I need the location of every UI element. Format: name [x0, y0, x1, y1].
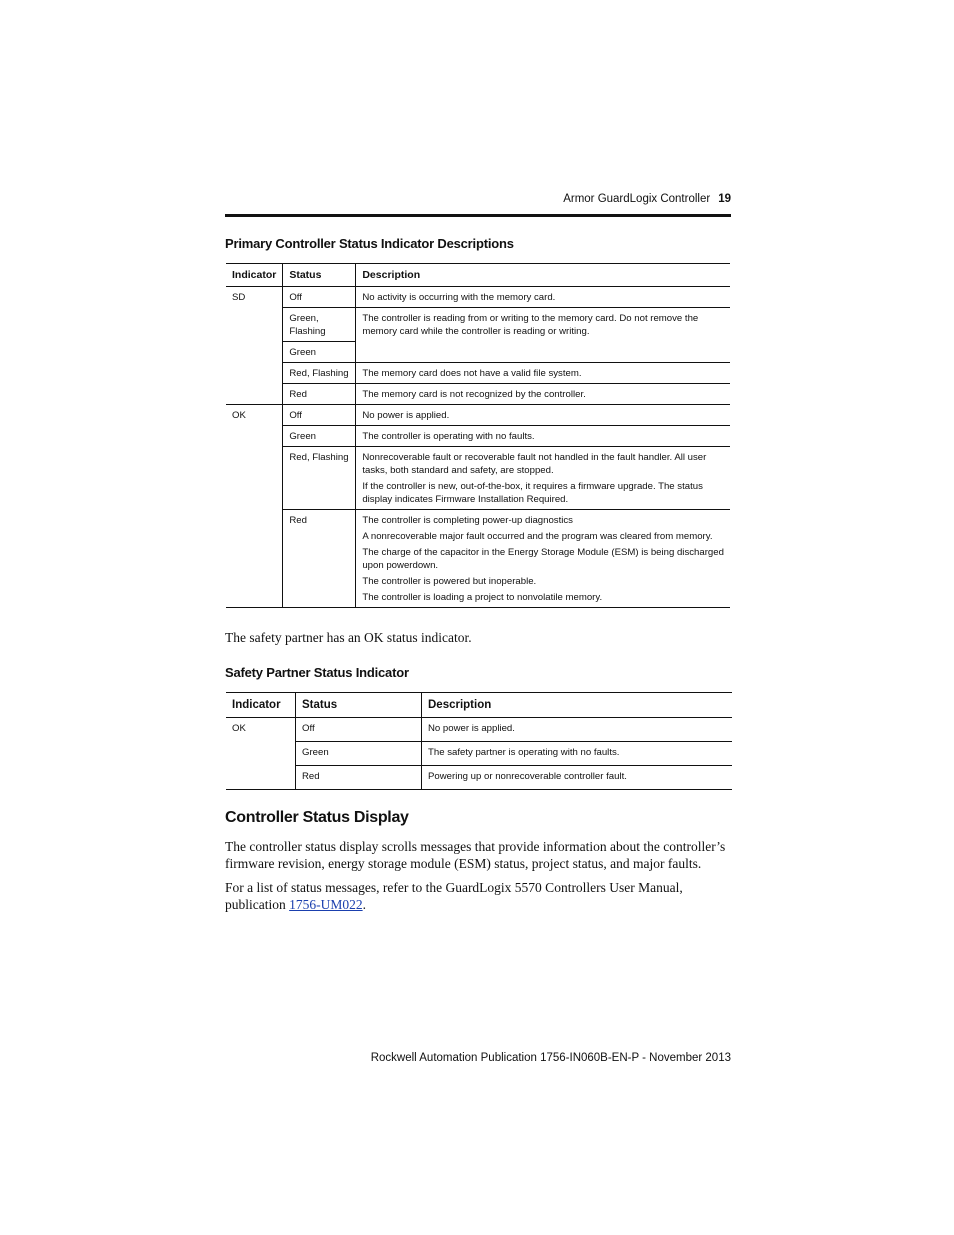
page-footer: Rockwell Automation Publication 1756-IN060B-EN-P - November 2013: [370, 1052, 731, 1064]
status-cell: Green: [283, 342, 356, 363]
column-header-status: Status: [283, 264, 356, 287]
indicator-ok: OK: [226, 718, 296, 790]
description-text: If the controller is new, out-of-the-box, it requires a firmware upgrade. The status display indicates Firmware Installation Required.: [362, 481, 703, 505]
description-cell: [356, 363, 730, 384]
partner-status-table: [226, 692, 732, 790]
status-cell: Red, Flashing: [283, 447, 356, 510]
status-cell: Red, Flashing: [283, 363, 356, 384]
description-text: The controller is powered but inoperable.: [362, 576, 537, 587]
description-text: Nonrecoverable fault or recoverable fault not handled in the fault handler. All user tasks, both standard and safety, are stopped.: [362, 452, 707, 476]
description-cell: Powering up or nonrecoverable controller fault.: [422, 766, 733, 790]
description-cell: [356, 384, 730, 405]
description-cell: No power is applied.: [422, 718, 733, 742]
status-cell: Green: [283, 426, 356, 447]
description-text: The controller is reading from or writing to the memory card. Do not remove the memory card while the controller is reading or writing.: [362, 313, 699, 337]
status-cell: Red: [283, 510, 356, 608]
description-cell: [356, 308, 730, 363]
status-cell: Off: [283, 405, 356, 426]
description-text: The controller is loading a project to nonvolatile memory.: [362, 592, 603, 603]
column-header-description: Description: [422, 693, 733, 718]
primary-status-table: [226, 263, 730, 608]
description-cell: [356, 426, 730, 447]
description-text: No activity is occurring with the memory card.: [362, 292, 556, 303]
header-rule: [225, 214, 731, 217]
description-text: No power is applied.: [362, 410, 450, 421]
indicator-sd: SD: [226, 287, 283, 405]
description-text: The controller is completing power-up diagnostics: [362, 515, 573, 526]
table-row: [226, 405, 730, 426]
column-header-description: Description: [356, 264, 730, 287]
table-row: [226, 510, 730, 608]
description-cell: [356, 287, 730, 308]
status-cell: Green: [296, 742, 422, 766]
column-header-indicator: Indicator: [226, 264, 283, 287]
description-text: A nonrecoverable major fault occurred and the program was cleared from memory.: [362, 531, 713, 542]
reference-end: .: [362, 897, 366, 912]
table-row: [226, 426, 730, 447]
publication-link[interactable]: 1756-UM022: [289, 897, 363, 912]
partner-intro-text: The safety partner has an OK status indicator.: [225, 630, 472, 645]
table-header-row: [226, 693, 732, 718]
status-reference-paragraph: [225, 879, 731, 913]
partner-table-title: Safety Partner Status Indicator: [225, 665, 409, 680]
page-number: 19: [718, 193, 731, 205]
column-header-status: Status: [296, 693, 422, 718]
table-row: [226, 742, 732, 766]
table-row: [226, 384, 730, 405]
table-row: [226, 287, 730, 308]
status-cell: Off: [283, 287, 356, 308]
indicator-ok: OK: [226, 405, 283, 608]
status-cell: Red: [296, 766, 422, 790]
description-cell: [356, 510, 730, 608]
description-text: The charge of the capacitor in the Energy Storage Module (ESM) is being discharged upon powerdown.: [362, 547, 724, 571]
description-cell: [356, 405, 730, 426]
description-text: The controller is operating with no faults.: [362, 431, 535, 442]
table-row: [226, 363, 730, 384]
table-row: [226, 447, 730, 510]
table-row: [226, 308, 730, 342]
description-cell: The safety partner is operating with no faults.: [422, 742, 733, 766]
table-row: [226, 718, 732, 742]
table-row: [226, 766, 732, 790]
table-header-row: [226, 264, 730, 287]
reference-text: For a list of status messages, refer to the GuardLogix 5570 Controllers User Manual, publication: [225, 880, 683, 912]
section-heading: Controller Status Display: [225, 809, 409, 826]
description-text: The memory card does not have a valid file system.: [362, 368, 582, 379]
description-text: The memory card is not recognized by the controller.: [362, 389, 586, 400]
running-header: [225, 193, 731, 205]
status-display-paragraph: The controller status display scrolls messages that provide information about the controller’s firmware revision, energy storage module (ESM) status, project status, and major faults.: [225, 839, 726, 871]
status-cell: Red: [283, 384, 356, 405]
status-cell: Green, Flashing: [283, 308, 356, 342]
column-header-indicator: Indicator: [226, 693, 296, 718]
header-title: Armor GuardLogix Controller: [563, 193, 711, 205]
status-cell: Off: [296, 718, 422, 742]
description-cell: [356, 447, 730, 510]
primary-table-title: Primary Controller Status Indicator Descriptions: [225, 236, 514, 251]
